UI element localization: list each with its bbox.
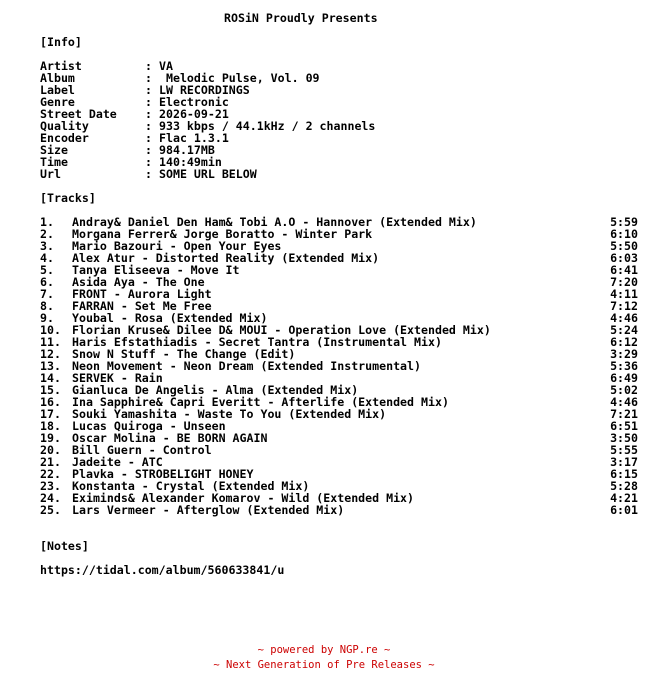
info-separator: : [145,155,152,169]
track-title: Oscar Molina - BE BORN AGAIN [72,431,268,445]
track-number: 4. [40,251,54,265]
track-title: Plavka - STROBELIGHT HONEY [72,467,254,481]
track-number: 1. [40,215,54,229]
track-title: Bill Guern - Control [72,443,212,457]
track-title: Ina Sapphire& Capri Everitt - Afterlife (Extended Mix) [72,395,449,409]
track-number: 6. [40,275,54,289]
track-duration: 6:41 [610,263,638,277]
track-number: 24. [40,491,61,505]
track-duration: 6:49 [610,371,638,385]
track-duration: 4:11 [610,287,638,301]
track-row [40,504,640,516]
track-duration: 3:17 [610,455,638,469]
track-duration: 6:03 [610,251,638,265]
track-title: Neon Movement - Neon Dream (Extended Instrumental) [72,359,422,373]
info-separator: : [145,71,152,85]
track-title: Lucas Quiroga - Unseen [72,419,226,433]
info-value: LW RECORDINGS [159,83,250,97]
track-duration: 7:20 [610,275,638,289]
track-duration: 5:28 [610,479,638,493]
info-separator: : [145,143,152,157]
info-value: Electronic [159,95,229,109]
track-number: 15. [40,383,61,397]
track-number: 10. [40,323,61,337]
info-key: Album [40,71,75,85]
track-number: 20. [40,443,61,457]
track-number: 8. [40,299,54,313]
info-key: Time [40,155,68,169]
notes-heading: [Notes] [40,539,89,553]
track-number: 23. [40,479,61,493]
track-title: Konstanta - Crystal (Extended Mix) [72,479,310,493]
track-duration: 3:50 [610,431,638,445]
track-title: Florian Kruse& Dilee D& MOUI - Operation Love (Extended Mix) [72,323,491,337]
track-number: 13. [40,359,61,373]
track-number: 5. [40,263,54,277]
info-key: Label [40,83,75,97]
track-title: FRONT - Aurora Light [72,287,212,301]
track-duration: 5:50 [610,239,638,253]
track-duration: 6:51 [610,419,638,433]
track-number: 3. [40,239,54,253]
track-duration: 5:02 [610,383,638,397]
info-key: Street Date [40,107,117,121]
info-separator: : [145,131,152,145]
track-title: Souki Yamashita - Waste To You (Extended Mix) [72,407,387,421]
track-title: Lars Vermeer - Afterglow (Extended Mix) [72,503,345,517]
info-row [40,168,257,180]
footer-powered-by: ~ powered by NGP.re ~ [257,644,391,656]
page-title: ROSiN Proudly Presents [224,11,378,25]
track-number: 2. [40,227,54,241]
info-value: VA [159,59,173,73]
track-number: 9. [40,311,54,325]
track-title: Asida Aya - The One [72,275,205,289]
info-key: Encoder [40,131,89,145]
info-value: 933 kbps / 44.1kHz / 2 channels [159,119,376,133]
track-title: Mario Bazouri - Open Your Eyes [72,239,282,253]
info-value: 140:49min [159,155,222,169]
track-duration: 6:12 [610,335,638,349]
info-separator: : [145,119,152,133]
track-duration: 6:15 [610,467,638,481]
track-duration: 5:24 [610,323,638,337]
track-duration: 7:12 [610,299,638,313]
track-number: 7. [40,287,54,301]
track-title: Haris Efstathiadis - Secret Tantra (Instrumental Mix) [72,335,442,349]
track-number: 22. [40,467,61,481]
track-number: 21. [40,455,61,469]
info-value: Flac 1.3.1 [159,131,229,145]
track-number: 14. [40,371,61,385]
track-number: 12. [40,347,61,361]
track-duration: 4:21 [610,491,638,505]
info-key: Quality [40,119,89,133]
track-title: SERVEK - Rain [72,371,163,385]
track-duration: 7:21 [610,407,638,421]
notes-url[interactable]: https://tidal.com/album/560633841/u [40,563,285,577]
track-duration: 4:46 [610,311,638,325]
info-value: 984.17MB [159,143,215,157]
track-number: 18. [40,419,61,433]
track-title: Tanya Eliseeva - Move It [72,263,240,277]
info-separator: : [145,107,152,121]
info-heading: [Info] [40,35,82,49]
track-duration: 4:46 [610,395,638,409]
track-title: Youbal - Rosa (Extended Mix) [72,311,268,325]
info-value: 2026-09-21 [159,107,229,121]
info-key: Genre [40,95,75,109]
tracks-heading: [Tracks] [40,191,96,205]
footer-tagline: ~ Next Generation of Pre Releases ~ [213,659,435,671]
track-number: 25. [40,503,61,517]
track-number: 16. [40,395,61,409]
info-key: Size [40,143,68,157]
info-key: Url [40,167,61,181]
track-title: Jadeite - ATC [72,455,163,469]
info-separator: : [145,83,152,97]
info-key: Artist [40,59,82,73]
info-separator: : [145,95,152,109]
track-duration: 5:55 [610,443,638,457]
track-number: 17. [40,407,61,421]
track-title: FARRAN - Set Me Free [72,299,212,313]
track-title: Andray& Daniel Den Ham& Tobi A.O - Hannover (Extended Mix) [72,215,477,229]
track-duration: 6:10 [610,227,638,241]
track-duration: 6:01 [610,503,638,517]
track-title: Morgana Ferrer& Jorge Boratto - Winter Park [72,227,373,241]
track-title: Gianluca De Angelis - Alma (Extended Mix) [72,383,359,397]
info-value: SOME URL BELOW [159,167,257,181]
info-separator: : [145,167,152,181]
track-number: 11. [40,335,61,349]
info-separator: : [145,59,152,73]
track-title: Snow N Stuff - The Change (Edit) [72,347,296,361]
info-value: Melodic Pulse, Vol. 09 [159,71,320,85]
track-duration: 3:29 [610,347,638,361]
track-title: Alex Atur - Distorted Reality (Extended Mix) [72,251,380,265]
track-number: 19. [40,431,61,445]
track-duration: 5:36 [610,359,638,373]
track-title: Eximinds& Alexander Komarov - Wild (Extended Mix) [72,491,415,505]
track-duration: 5:59 [610,215,638,229]
